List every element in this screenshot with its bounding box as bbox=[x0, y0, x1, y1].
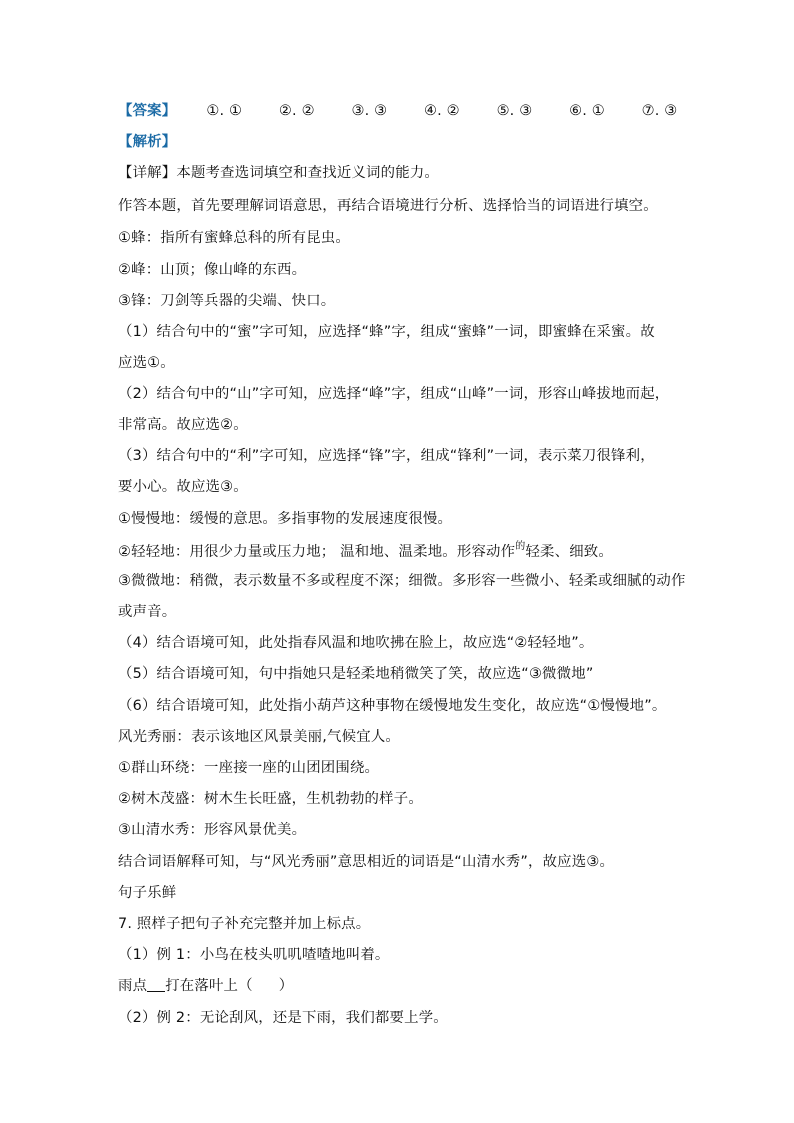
text-line: 或声音。 bbox=[118, 604, 177, 620]
fill-before: 雨点 bbox=[118, 978, 148, 994]
example-2: （2）例 2：无论刮风，还是下雨，我们都要上学。 bbox=[118, 1010, 448, 1026]
text-line: 非常高。故应选②。 bbox=[118, 417, 248, 433]
analysis-tag: 【解析】 bbox=[118, 134, 177, 150]
text-line: 作答本题，首先要理解词语意思，再结合语境进行分析、选择恰当的词语进行填空。 bbox=[118, 198, 658, 214]
answer-item: ②. ② bbox=[278, 103, 315, 119]
light-after: 轻柔、细致。 bbox=[525, 544, 613, 560]
text-line: （5）结合语境可知，句中指她只是轻柔地稍微笑了笑，故应选“③微微地” bbox=[118, 666, 594, 682]
light-before: ②轻轻地：用很少力量或压力地； 温和地、温柔地。形容动作 bbox=[118, 544, 516, 560]
text-line: ①群山环绕：一座接一座的山团团围绕。 bbox=[118, 760, 380, 776]
answer-item: ①. ① bbox=[206, 103, 243, 119]
text-line: 风光秀丽：表示该地区风景美丽,气候宜人。 bbox=[118, 729, 400, 745]
answer-line bbox=[118, 101, 677, 121]
detail-tag: 【详解】 bbox=[118, 165, 177, 181]
text-line: ①蜂：指所有蜜蜂总科的所有昆虫。 bbox=[118, 230, 350, 246]
text-line: （2）结合句中的“山”字可知，应选择“峰”字，组成“山峰”一词，形容山峰拔地而起， bbox=[118, 386, 670, 402]
answer-item: ⑥. ① bbox=[569, 103, 605, 119]
fill-close: ） bbox=[278, 978, 294, 994]
answer-item: ③. ③ bbox=[351, 103, 388, 119]
text-line: 结合词语解释可知，与“风光秀丽”意思相近的词语是“山清水秀”，故应选③。 bbox=[118, 854, 615, 870]
answer-item: ⑦. ③ bbox=[641, 103, 678, 119]
analysis-heading bbox=[118, 132, 176, 152]
fill-line bbox=[118, 976, 293, 996]
text-line: ②峰：山顶；像山峰的东西。 bbox=[118, 262, 307, 278]
example-1: （1）例 1：小鸟在枝头叽叽喳喳地叫着。 bbox=[118, 947, 390, 963]
text-line: 要小心。故应选③。 bbox=[118, 479, 248, 495]
text-line: ①慢慢地：缓慢的意思。多指事物的发展速度很慢。 bbox=[118, 511, 453, 527]
light-sup: 的 bbox=[515, 541, 526, 552]
text-line-light bbox=[118, 542, 613, 564]
fill-after: 打在落叶上（ bbox=[165, 978, 253, 994]
detail-line bbox=[118, 163, 439, 183]
answer-item: ④. ② bbox=[424, 103, 460, 119]
answer-tag: 【答案】 bbox=[118, 103, 177, 119]
text-line: 应选①。 bbox=[118, 355, 175, 371]
text-line: （6）结合语境可知，此处指小葫芦这种事物在缓慢地发生变化，故应选“①慢慢地”。 bbox=[118, 698, 667, 714]
answer-item: ⑤. ③ bbox=[496, 103, 533, 119]
fill-blank[interactable] bbox=[147, 977, 165, 992]
text-line: （4）结合语境可知，此处指春风温和地吹拂在脸上，故应选“②轻轻地”。 bbox=[118, 635, 594, 651]
text-line: （1）结合句中的“蜜”字可知，应选择“蜂”字，组成“蜜蜂”一词，即蜜蜂在采蜜。故 bbox=[118, 324, 655, 340]
text-line: ③锋：刀剑等兵器的尖端、快口。 bbox=[118, 293, 336, 309]
answer-list bbox=[176, 101, 677, 121]
text-line: ③山清水秀：形容风景优美。 bbox=[118, 822, 307, 838]
text-line: ③微微地：稍微，表示数量不多或程度不深；细微。多形容一些微小、轻柔或细腻的动作 bbox=[118, 573, 686, 589]
question-7: 7. 照样子把句子补充完整并加上标点。 bbox=[118, 916, 371, 932]
text-line: （3）结合句中的“利”字可知，应选择“锋”字，组成“锋利”一词，表示菜刀很锋利， bbox=[118, 448, 655, 464]
section-heading: 句子乐鲜 bbox=[118, 885, 177, 901]
text-line: ②树木茂盛：树木生长旺盛，生机勃勃的样子。 bbox=[118, 791, 423, 807]
detail-text: 本题考查选词填空和查找近义词的能力。 bbox=[176, 165, 440, 181]
